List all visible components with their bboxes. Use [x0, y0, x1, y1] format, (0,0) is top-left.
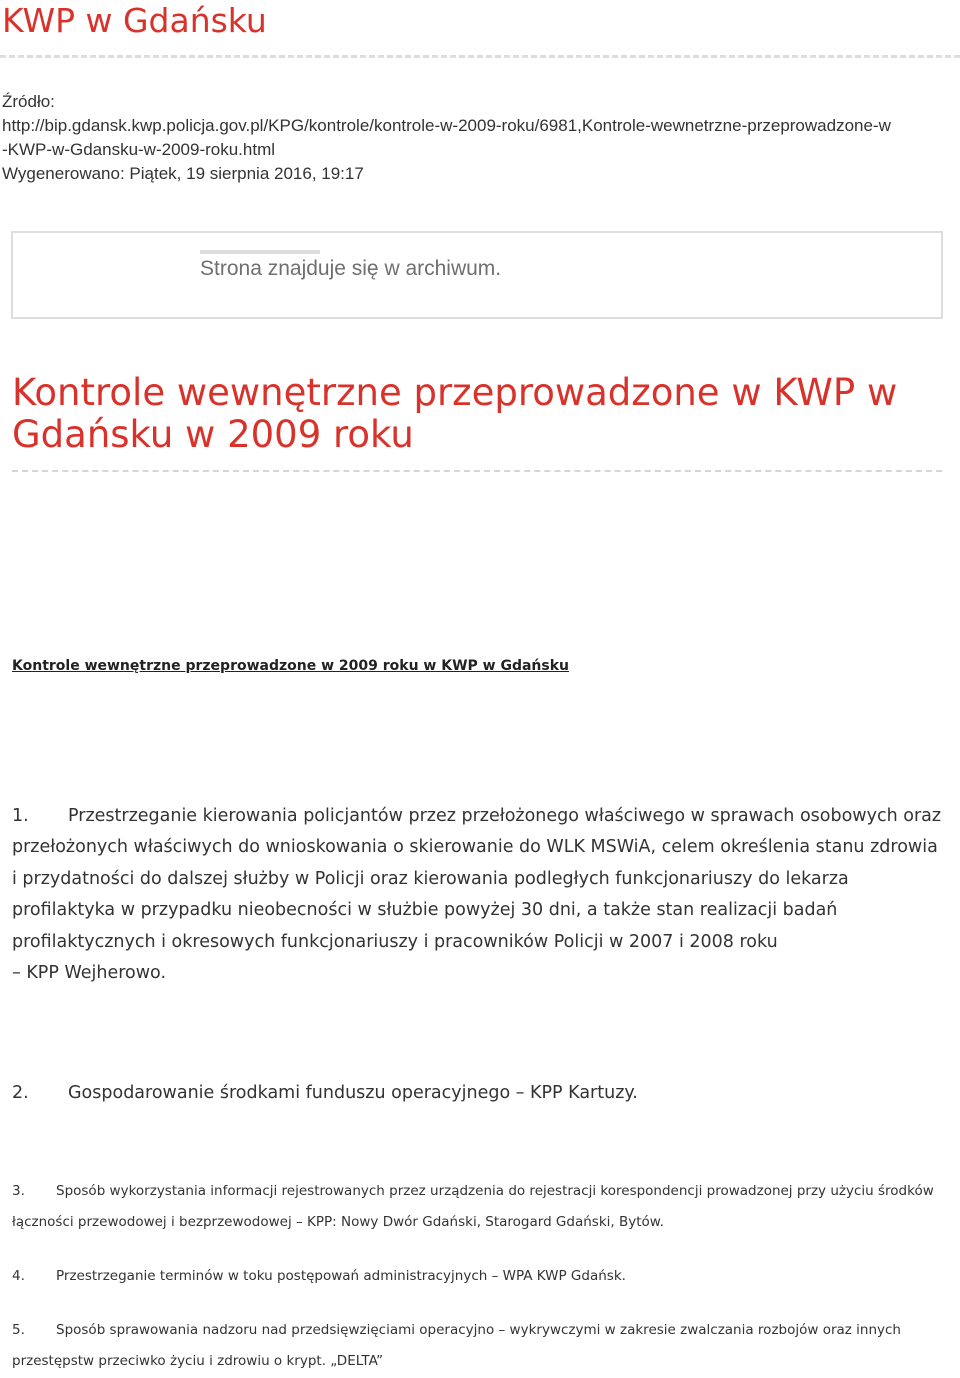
list-item-4 — [12, 1261, 942, 1292]
page-title: Kontrole wewnętrzne przeprowadzone w KWP w Gdańsku w 2009 roku — [12, 371, 898, 456]
list-item-1-text: Przestrzeganie kierowania policjantów przez przełożonego właściwego w sprawach osobowych oraz przełożonych właściwych do wnioskowania o skierowanie do WLK MSWiA, celem określenia stanu zdrowia i przydatności do dalszej służby w Policji oraz kierowania podległych funkcjonariuszy do lekarza profilaktyka w przypadku nieobecności w służbie powyżej 30 dni, a także stan realizacji badań profilaktycznych i okresowych funkcjonariuszy i pracowników Policji w 2007 i 2008 roku — [12, 806, 942, 952]
list-item-2-number: 2. — [12, 1083, 29, 1103]
list-item-3-number: 3. — [12, 1183, 25, 1199]
source-info — [2, 90, 958, 186]
list-item-3 — [12, 1176, 942, 1239]
list-item-5 — [12, 1315, 942, 1378]
article-subheading-link[interactable]: Kontrole wewnętrzne przeprowadzone w 2009 roku w KWP w Gdańsku — [12, 658, 569, 674]
list-item-2-text: Gospodarowanie środkami funduszu operacyjnego – KPP Kartuzy. — [68, 1083, 638, 1103]
source-label: Źródło: — [2, 92, 55, 111]
list-item-5-number: 5. — [12, 1322, 25, 1338]
archive-notice-bar — [200, 250, 320, 254]
page-title-divider — [12, 470, 942, 472]
list-item-1-suffix: – KPP Wejherowo. — [12, 963, 167, 984]
list-item-2 — [12, 1078, 942, 1109]
site-title: KWP w Gdańsku — [2, 1, 267, 40]
generated-timestamp: Wygenerowano: Piątek, 19 sierpnia 2016, 19:17 — [2, 164, 364, 183]
list-item-3-text: Sposób wykorzystania informacji rejestrowanych przez urządzenia do rejestracji korespondencji prowadzonej przy użyciu środków łączności przewodowej i bezprzewodowej – KPP: Nowy Dwór Gdański, Starogard Gdański, Bytów. — [12, 1183, 934, 1231]
archive-notice-text: Strona znajduje się w archiwum. — [200, 257, 502, 280]
list-item-1 — [12, 801, 942, 989]
list-item-5-text: Sposób sprawowania nadzoru nad przedsięwzięciami operacyjno – wykrywczymi w zakresie zwalczania rozbojów oraz innych przestępstw przeciwko życiu i zdrowiu o krypt. „DELTA” — [12, 1322, 901, 1370]
archive-notice — [11, 231, 943, 319]
source-url-line-2[interactable]: -KWP-w-Gdansku-w-2009-roku.html — [2, 140, 276, 159]
header-divider — [0, 55, 960, 58]
list-item-4-text: Przestrzeganie terminów w toku postępowań administracyjnych – WPA KWP Gdańsk. — [56, 1268, 626, 1284]
list-item-1-number: 1. — [12, 806, 29, 826]
list-item-4-number: 4. — [12, 1268, 25, 1284]
source-url-line-1[interactable]: http://bip.gdansk.kwp.policja.gov.pl/KPG/kontrole/kontrole-w-2009-roku/6981,Kontrole-wewnetrzne-przeprowadzone-w — [2, 116, 891, 135]
